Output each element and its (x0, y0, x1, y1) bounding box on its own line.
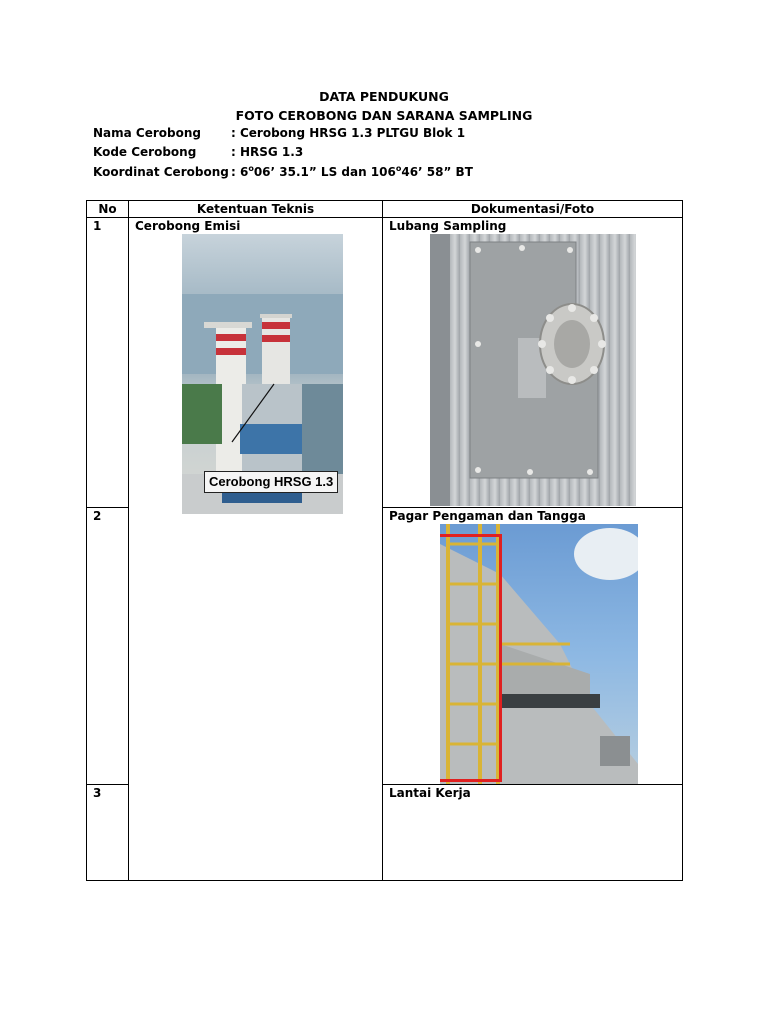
sampling-port-photo (430, 234, 636, 506)
data-table (86, 200, 683, 881)
ladder-photo (440, 524, 638, 784)
row-no: 1 (87, 218, 129, 508)
highlight-box (440, 534, 502, 782)
meta-value: : Cerobong HRSG 1.3 PLTGU Blok 1 (231, 126, 466, 140)
header-no: No (87, 201, 129, 218)
meta-label: Kode Cerobong (93, 145, 197, 159)
dokumentasi-label: Lubang Sampling (389, 219, 507, 233)
meta-nama-cerobong (93, 126, 465, 140)
meta-koordinat-cerobong (93, 164, 473, 179)
sampling-port-image (430, 234, 636, 506)
row-no: 3 (87, 785, 129, 881)
ketentuan-label: Cerobong Emisi (135, 219, 241, 233)
coord-mid: 06’ 35.1” LS dan 106 (253, 165, 396, 179)
meta-label: Nama Cerobong (93, 126, 201, 140)
ketentuan-cell (129, 218, 383, 881)
table-row (87, 218, 683, 508)
header-ketentuan: Ketentuan Teknis (129, 201, 383, 218)
document-subtitle: FOTO CEROBONG DAN SARANA SAMPLING (235, 108, 533, 123)
dokumentasi-label: Pagar Pengaman dan Tangga (389, 509, 586, 523)
dokumentasi-cell (383, 218, 683, 508)
meta-value: : HRSG 1.3 (231, 145, 304, 159)
coord-prefix: : 6 (231, 165, 249, 179)
dokumentasi-label: Lantai Kerja (389, 786, 471, 800)
row-no: 2 (87, 508, 129, 785)
header-dokumentasi: Dokumentasi/Foto (383, 201, 683, 218)
stack-photo (182, 234, 343, 514)
dokumentasi-cell (383, 508, 683, 785)
stack-callout-label: Cerobong HRSG 1.3 (204, 471, 338, 493)
document-title: DATA PENDUKUNG (319, 89, 449, 104)
degree-mark: o (248, 164, 254, 173)
meta-label: Koordinat Cerobong (93, 165, 229, 179)
table-header-row (87, 201, 683, 218)
degree-mark: o (395, 164, 402, 173)
dokumentasi-cell (383, 785, 683, 881)
meta-kode-cerobong (93, 145, 303, 159)
coord-suffix: 46’ 58” BT (401, 165, 473, 179)
